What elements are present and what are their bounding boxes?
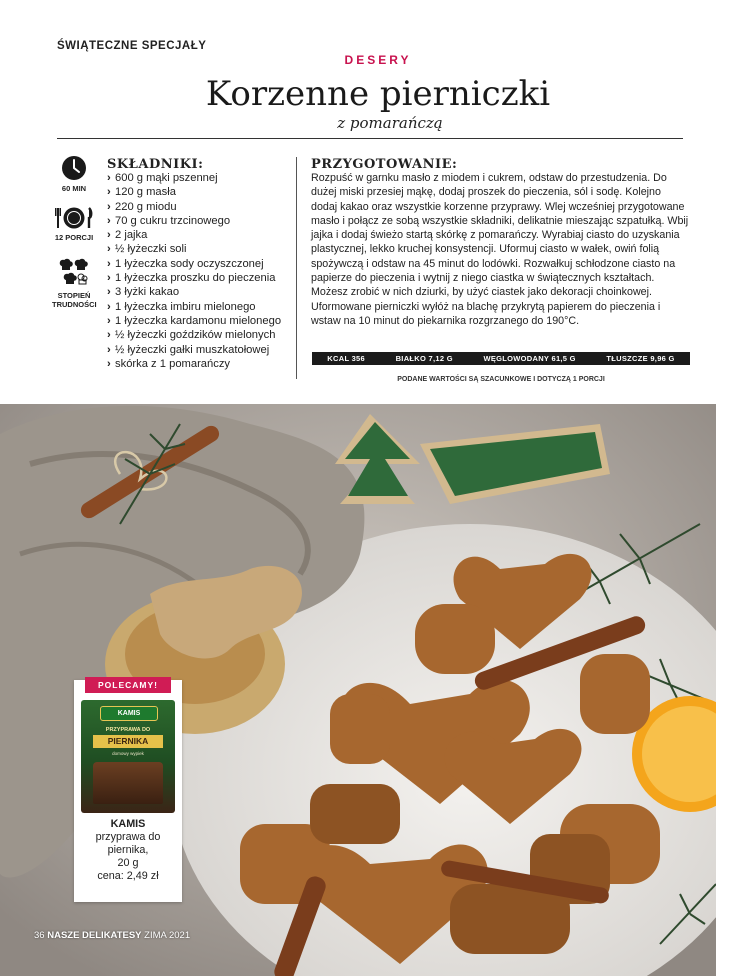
list-item: › 2 jajka [107,229,148,242]
package-line1: PRZYPRAWA DO [105,727,151,733]
package-line2: PIERNIKA [93,735,163,748]
list-item: › 220 g miodu [107,200,177,213]
difficulty-meta [52,258,96,309]
list-item: › 1 łyżeczka imbiru mielonego [107,300,256,313]
list-item: › 1 łyżeczka proszku do pieczenia [107,272,276,285]
package-line3: domowy wypiek [112,751,144,756]
list-item: › 120 g masła [107,186,176,199]
page-footer [34,930,190,941]
nutrition-fat: TŁUSZCZE 9,96 G [606,354,675,363]
promo-product: przyprawa do piernika, [95,831,161,856]
page-number: 36 [34,930,45,941]
promo-badge: POLECAMY! [85,677,171,693]
recipe-title: Korzenne pierniczki [205,74,551,114]
column-divider [296,157,297,379]
time-label: 60 MIN [61,184,87,193]
magazine-issue: ZIMA 2021 [144,930,191,941]
nutrition-carbs: WĘGLOWODANY 61,5 G [483,354,576,363]
section-label: ŚWIĄTECZNE SPECJAŁY [57,40,207,52]
list-item: › ½ łyżeczki soli [107,243,187,256]
difficulty-label-2: TRUDNOŚCI [52,300,97,309]
promo-brand: KAMIS [110,818,146,830]
clock-icon [61,155,87,181]
ingredients-list [107,171,293,371]
chef-hat-icon [57,258,91,288]
package-cake-image [93,762,163,804]
portions-label: 12 PORCJI [54,233,94,242]
nutrition-kcal: KCAL 356 [327,354,365,363]
portions-meta [52,206,96,242]
list-item: › 1 łyżeczka kardamonu mielonego [107,314,282,327]
preparation-text: Rozpuść w garnku masło z miodem i cukrem, odstaw do przestudzenia. Do dużej miski przesiej mąkę, dodaj proszek do pieczenia, sól i sodę. Kolejno dodaj kakao oraz wszystkie korzenne przyprawy. Wlej wcześniej przygotowane masło i połącz ze sobą wszystkie składniki, delikatnie mieszając szpatułką. Wbij jajka i dodaj świeżo startą skórkę z pomarańczy. Wyrabiaj ciasto do uzyskania plastycznej, lekko kruchej konsystencji. Uformuj ciasto w wałek, owiń folią spożywczą i odstaw na 45 minut do lodówki. Rozwałkuj schłodzone ciasto na papierze do pieczenia i wytnij z niego ciastka w świątecznych kształtach. Możesz zrobić w nich dziurki, by użyć ciastek jako dekoracji choinkowej. Uformowane pierniczki wyłóż na blachę przykrytą papierem do pieczenia i wstaw na 10 minut do piekarnika rozgrzanego do 190°C. [311,172,689,327]
product-package [81,700,175,813]
promo-price: cena: 2,49 zł [97,870,159,882]
package-brand: KAMIS [100,706,158,721]
nutrition-note: PODANE WARTOŚCI SĄ SZACUNKOWE I DOTYCZĄ 1 PORCJI [397,376,605,383]
list-item: › ½ łyżeczki gałki muszkatołowej [107,343,270,356]
promo-box [74,680,182,902]
category-label: DESERY [344,53,412,67]
list-item: › ½ łyżeczki goździków mielonych [107,329,276,342]
ingredients-heading: SKŁADNIKI: [107,157,204,172]
plate-cutlery-icon [54,206,94,230]
nutrition-bar [312,352,690,365]
list-item: › 3 łyżki kakao [107,286,180,299]
list-item: › 1 łyżeczka sody oczyszczonej [107,257,264,270]
nutrition-protein: BIAŁKO 7,12 G [395,354,453,363]
preparation-heading: PRZYGOTOWANIE: [311,157,458,172]
header-rule [57,138,683,139]
promo-weight: 20 g [117,857,139,869]
difficulty-label-1: STOPIEŃ [57,291,91,300]
list-item: › skórka z 1 pomarańczy [107,357,231,370]
magazine-name: NASZE DELIKATESY [47,930,142,941]
promo-description [74,818,182,883]
recipe-subtitle: z pomarańczą [337,114,443,132]
list-item: › 600 g mąki pszennej [107,172,218,184]
time-meta [52,155,96,193]
list-item: › 70 g cukru trzcinowego [107,214,231,227]
